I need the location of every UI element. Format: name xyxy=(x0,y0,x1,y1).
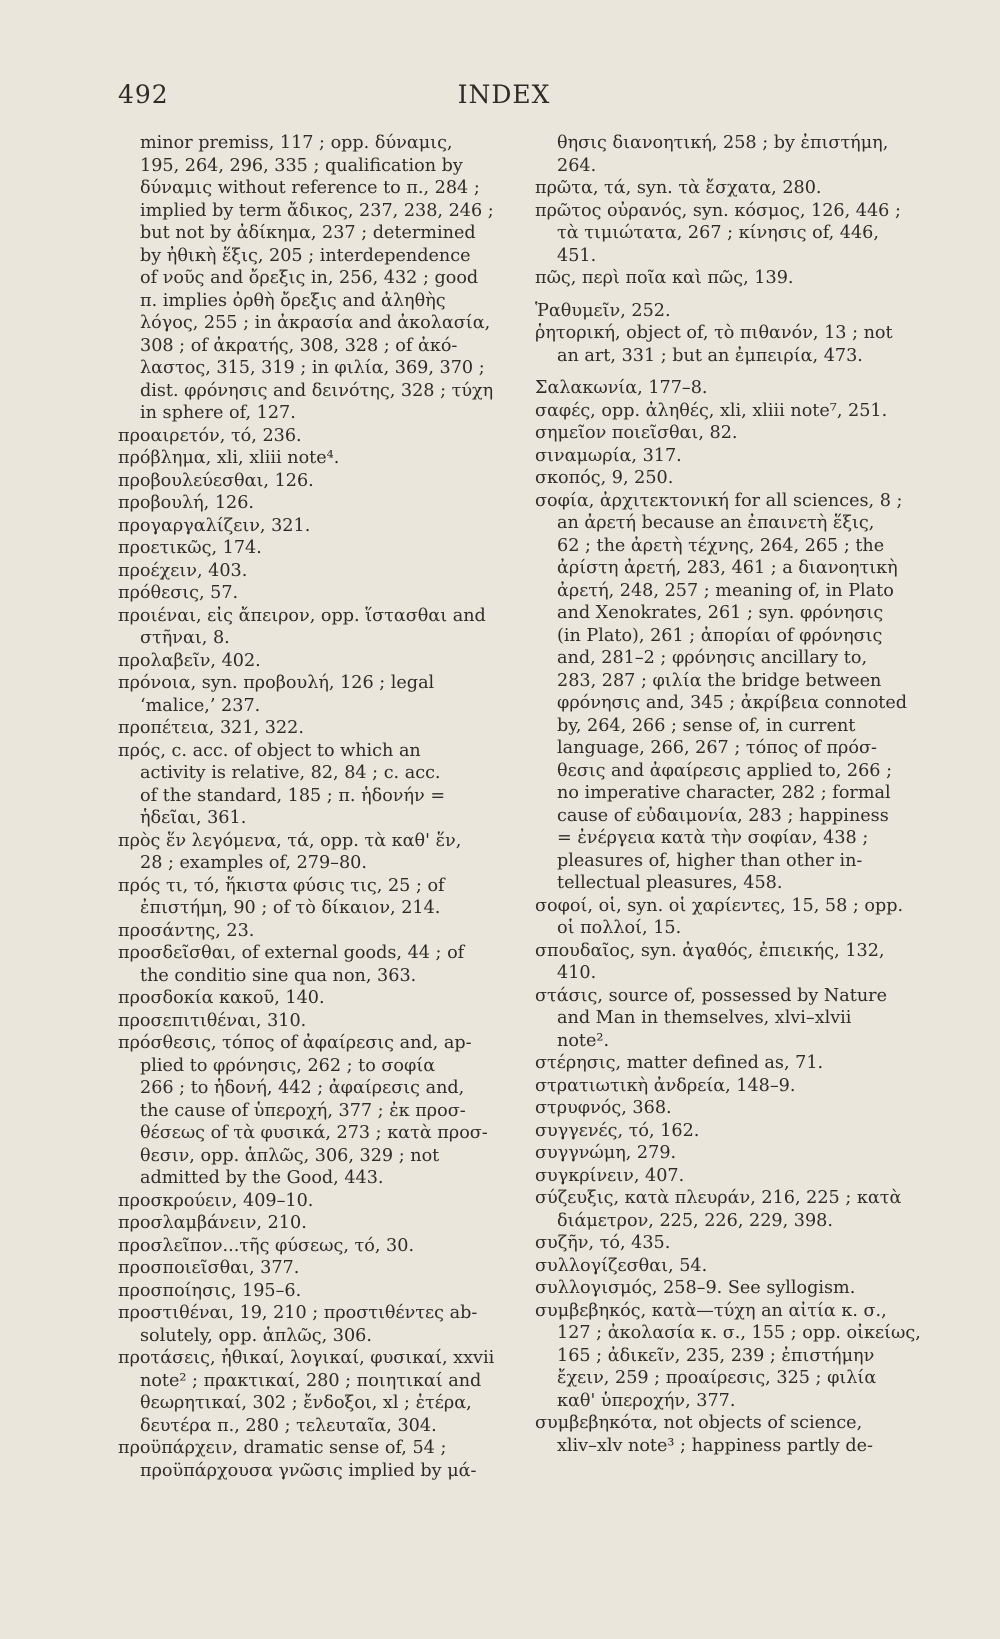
index-line: implied by term ἄδικος, 237, 238, 246 ; xyxy=(140,200,494,221)
index-line: πρός τι, τό, ἥκιστα φύσις τις, 25 ; of xyxy=(118,875,445,896)
index-line: 165 ; ἀδικεῖν, 235, 239 ; ἐπιστήμην xyxy=(557,1345,875,1366)
index-line: διάμετρον, 225, 226, 229, 398. xyxy=(557,1210,833,1231)
index-line: δύναμις without reference to π., 284 ; xyxy=(140,178,480,198)
index-line: 451. xyxy=(557,245,597,266)
index-line: συλλογισμός, 258–9. See syllogism. xyxy=(535,1278,856,1298)
index-line: πρῶτα, τά, syn. τὰ ἔσχατα, 280. xyxy=(535,178,822,198)
index-line: προτάσεις, ἠθικαί, λογικαί, φυσικαί, xxvii xyxy=(118,1348,495,1368)
index-line: στάσις, source of, possessed by Nature xyxy=(535,985,888,1006)
index-line: in sphere of, 127. xyxy=(140,403,296,423)
index-line: and Man in themselves, xlvi–xlvii xyxy=(557,1008,852,1028)
index-line: λόγος, 255 ; in ἀκρασία and ἀκολασία, xyxy=(140,313,491,333)
index-line: 28 ; examples of, 279–80. xyxy=(140,853,367,873)
index-line: Ῥαθυμεῖν, 252. xyxy=(535,300,671,321)
index-line: θησις διανοητική, 258 ; by ἐπιστήμη, xyxy=(557,133,889,153)
index-line: συλλογίζεσθαι, 54. xyxy=(535,1255,708,1276)
index-line: προέχειν, 403. xyxy=(118,560,248,581)
index-line: σοφία, ἀρχιτεκτονική for all sciences, 8 ; xyxy=(535,490,903,511)
index-line: language, 266, 267 ; τόπος of πρόσ- xyxy=(557,738,877,758)
index-line: φρόνησις and, 345 ; ἀκρίβεια connoted xyxy=(557,693,908,713)
index-line: dist. φρόνησις and δεινότης, 328 ; τύχη xyxy=(140,380,494,401)
index-line: ἐπιστήμη, 90 ; of τὸ δίκαιον, 214. xyxy=(140,898,441,918)
index-line: προσλαμβάνειν, 210. xyxy=(118,1213,307,1233)
index-line: προγαργαλίζειν, 321. xyxy=(118,515,311,536)
index-line: θεωρητικαί, 302 ; ἔνδοξοι, xl ; ἑτέρα, xyxy=(140,1393,472,1413)
index-line: τὰ τιμιώτατα, 267 ; κίνησις of, 446, xyxy=(557,223,879,243)
index-line: στρατιωτικὴ ἀνδρεία, 148–9. xyxy=(535,1075,796,1096)
index-line: (in Plato), 261 ; ἀπορίαι of φρόνησις xyxy=(557,625,883,646)
index-line: πῶς, περὶ ποῖα καὶ πῶς, 139. xyxy=(535,268,794,288)
index-line: of the standard, 185 ; π. ἡδονήν = xyxy=(140,785,446,806)
index-line: σαφές, opp. ἀληθές, xli, xliii note⁷, 251. xyxy=(535,400,888,421)
index-line: xliv–xlv note³ ; happiness partly de- xyxy=(557,1435,873,1456)
index-line: an ἀρετή because an ἐπαινετὴ ἕξις, xyxy=(557,513,875,533)
page-number: 492 xyxy=(118,80,169,109)
index-line: στῆναι, 8. xyxy=(140,628,230,648)
index-line: πρὸς ἕν λεγόμενα, τά, opp. τὰ καθ' ἕν, xyxy=(118,830,462,851)
index-line: συμβεβηκός, κατὰ—τύχη an αἰτία κ. σ., xyxy=(535,1300,887,1321)
index-line: by ἠθικὴ ἕξις, 205 ; interdependence xyxy=(140,245,471,266)
index-line: pleasures of, higher than other in- xyxy=(557,850,863,871)
index-line: συγγενές, τό, 162. xyxy=(535,1120,700,1141)
index-line: activity is relative, 82, 84 ; c. acc. xyxy=(140,763,441,783)
index-line: ἀρίστη ἀρετή, 283, 461 ; a διανοητικὴ xyxy=(557,558,898,578)
index-line: σοφοί, οἱ, syn. οἱ χαρίεντες, 15, 58 ; opp. xyxy=(535,895,904,916)
index-line: προσποιεῖσθαι, 377. xyxy=(118,1258,300,1278)
index-line: συγγνώμη, 279. xyxy=(535,1143,677,1163)
index-line: πρόβλημα, xli, xliii note⁴. xyxy=(118,448,340,468)
index-line: οἱ πολλοί, 15. xyxy=(557,918,682,938)
index-line: προσεπιτιθέναι, 310. xyxy=(118,1010,307,1031)
index-line: = ἐνέργεια κατὰ τὴν σοφίαν, 438 ; xyxy=(557,828,869,848)
index-line: 410. xyxy=(557,963,597,983)
index-line: the conditio sine qua non, 363. xyxy=(140,965,417,986)
index-line: προιέναι, εἰς ἄπειρον, opp. ἵστασθαι and xyxy=(118,605,486,626)
index-line: προβουλή, 126. xyxy=(118,493,255,513)
index-line: by, 264, 266 ; sense of, in current xyxy=(557,715,856,736)
index-line: ἀρετή, 248, 257 ; meaning of, in Plato xyxy=(557,580,894,601)
index-line: ‘malice,’ 237. xyxy=(140,695,261,716)
index-line: προστιθέναι, 19, 210 ; προστιθέντες ab- xyxy=(118,1303,478,1323)
page-header xyxy=(118,80,890,114)
index-line: 62 ; the ἀρετὴ τέχνης, 264, 265 ; the xyxy=(557,535,885,556)
index-line: προσκρούειν, 409–10. xyxy=(118,1190,314,1211)
index-line: καθ' ὑπεροχήν, 377. xyxy=(557,1390,736,1411)
index-line: πρῶτος οὐρανός, syn. κόσμος, 126, 446 ; xyxy=(535,200,901,221)
index-line: tellectual pleasures, 458. xyxy=(557,873,783,893)
index-line: no imperative character, 282 ; formal xyxy=(557,783,891,803)
index-line: note². xyxy=(557,1030,610,1051)
index-line: of νοῦς and ὄρεξις in, 256, 432 ; good xyxy=(140,268,479,288)
index-line: cause of εὐδαιμονία, 283 ; happiness xyxy=(557,805,889,826)
index-line: 266 ; to ἡδονή, 442 ; ἀφαίρεσις and, xyxy=(140,1078,465,1098)
index-line: προσλεῖπον...τῆς φύσεως, τό, 30. xyxy=(118,1235,415,1256)
index-line: σύζευξις, κατὰ πλευράν, 216, 225 ; κατὰ xyxy=(535,1188,902,1208)
index-line: προσδοκία κακοῦ, 140. xyxy=(118,988,325,1008)
index-line: συμβεβηκότα, not objects of science, xyxy=(535,1413,863,1433)
left-column xyxy=(118,132,508,1482)
index-line: προϋπάρχουσα γνῶσις implied by μά- xyxy=(140,1460,477,1481)
index-line: and Xenokrates, 261 ; syn. φρόνησις xyxy=(557,603,884,623)
index-line: σιναμωρία, 317. xyxy=(535,445,682,466)
index-line: but not by ἀδίκημα, 237 ; determined xyxy=(140,223,476,243)
index-line: minor premiss, 117 ; opp. δύναμις, xyxy=(140,133,453,153)
index-line: note² ; πρακτικαί, 280 ; ποιητικαί and xyxy=(140,1370,482,1391)
index-line: λαστος, 315, 319 ; in φιλία, 369, 370 ; xyxy=(140,358,485,378)
index-line: προβουλεύεσθαι, 126. xyxy=(118,470,314,491)
index-line: plied to φρόνησις, 262 ; to σοφία xyxy=(140,1055,436,1076)
index-line: συζῆν, τό, 435. xyxy=(535,1233,671,1253)
index-line: προϋπάρχειν, dramatic sense of, 54 ; xyxy=(118,1438,447,1458)
index-line: solutely, opp. ἁπλῶς, 306. xyxy=(140,1325,372,1346)
running-title: INDEX xyxy=(457,80,551,109)
index-line: Σαλακωνία, 177–8. xyxy=(535,378,708,398)
index-line: the cause of ὑπεροχή, 377 ; ἐκ προσ- xyxy=(140,1100,466,1121)
index-line: προσάντης, 23. xyxy=(118,920,255,941)
index-line: δευτέρα π., 280 ; τελευταῖα, 304. xyxy=(140,1415,437,1436)
index-line: ῥητορική, object of, τὸ πιθανόν, 13 ; not xyxy=(535,323,893,343)
index-line: προπέτεια, 321, 322. xyxy=(118,718,304,738)
index-line: στρυφνός, 368. xyxy=(535,1098,672,1118)
index-line: θεσιν, opp. ἁπλῶς, 306, 329 ; not xyxy=(140,1145,440,1166)
index-line: 264. xyxy=(557,155,597,176)
index-line: 308 ; of ἀκρατής, 308, 328 ; of ἀκό- xyxy=(140,335,458,356)
index-line: 195, 264, 296, 335 ; qualification by xyxy=(140,155,463,176)
index-line: συγκρίνειν, 407. xyxy=(535,1165,685,1186)
index-line: ἡδεῖαι, 361. xyxy=(140,808,247,828)
index-line: πρός, c. acc. of object to which an xyxy=(118,740,421,761)
index-line: 283, 287 ; φιλία the bridge between xyxy=(557,670,882,691)
index-line: πρόνοια, syn. προβουλή, 126 ; legal xyxy=(118,673,435,693)
index-line: προσποίησις, 195–6. xyxy=(118,1280,302,1301)
index-line: στέρησις, matter defined as, 71. xyxy=(535,1053,824,1073)
index-line: σημεῖον ποιεῖσθαι, 82. xyxy=(535,423,738,443)
index-line: προαιρετόν, τό, 236. xyxy=(118,425,302,446)
index-line: σκοπός, 9, 250. xyxy=(535,468,674,488)
index-line: 127 ; ἀκολασία κ. σ., 155 ; opp. οἰκείως, xyxy=(557,1323,921,1343)
index-line: θέσεως of τὰ φυσικά, 273 ; κατὰ προσ- xyxy=(140,1123,488,1143)
index-line: and, 281–2 ; φρόνησις ancillary to, xyxy=(557,648,868,668)
index-line: admitted by the Good, 443. xyxy=(140,1168,384,1188)
index-line: π. implies ὀρθὴ ὄρεξις and ἀληθὴς xyxy=(140,290,446,311)
index-line: an art, 331 ; but an ἐμπειρία, 473. xyxy=(557,345,863,366)
index-line: προσδεῖσθαι, of external goods, 44 ; of xyxy=(118,943,465,963)
index-line: ἔχειν, 259 ; προαίρεσις, 325 ; φιλία xyxy=(557,1368,877,1388)
index-line: πρόσθεσις, τόπος of ἀφαίρεσις and, ap- xyxy=(118,1033,472,1053)
index-line: σπουδαῖος, syn. ἀγαθός, ἐπιεικής, 132, xyxy=(535,940,885,961)
index-line: θεσις and ἀφαίρεσις applied to, 266 ; xyxy=(557,760,893,781)
right-column xyxy=(535,132,921,1457)
index-line: προλαβεῖν, 402. xyxy=(118,650,261,671)
index-line: πρόθεσις, 57. xyxy=(118,583,239,603)
index-line: προετικῶς, 174. xyxy=(118,538,262,558)
